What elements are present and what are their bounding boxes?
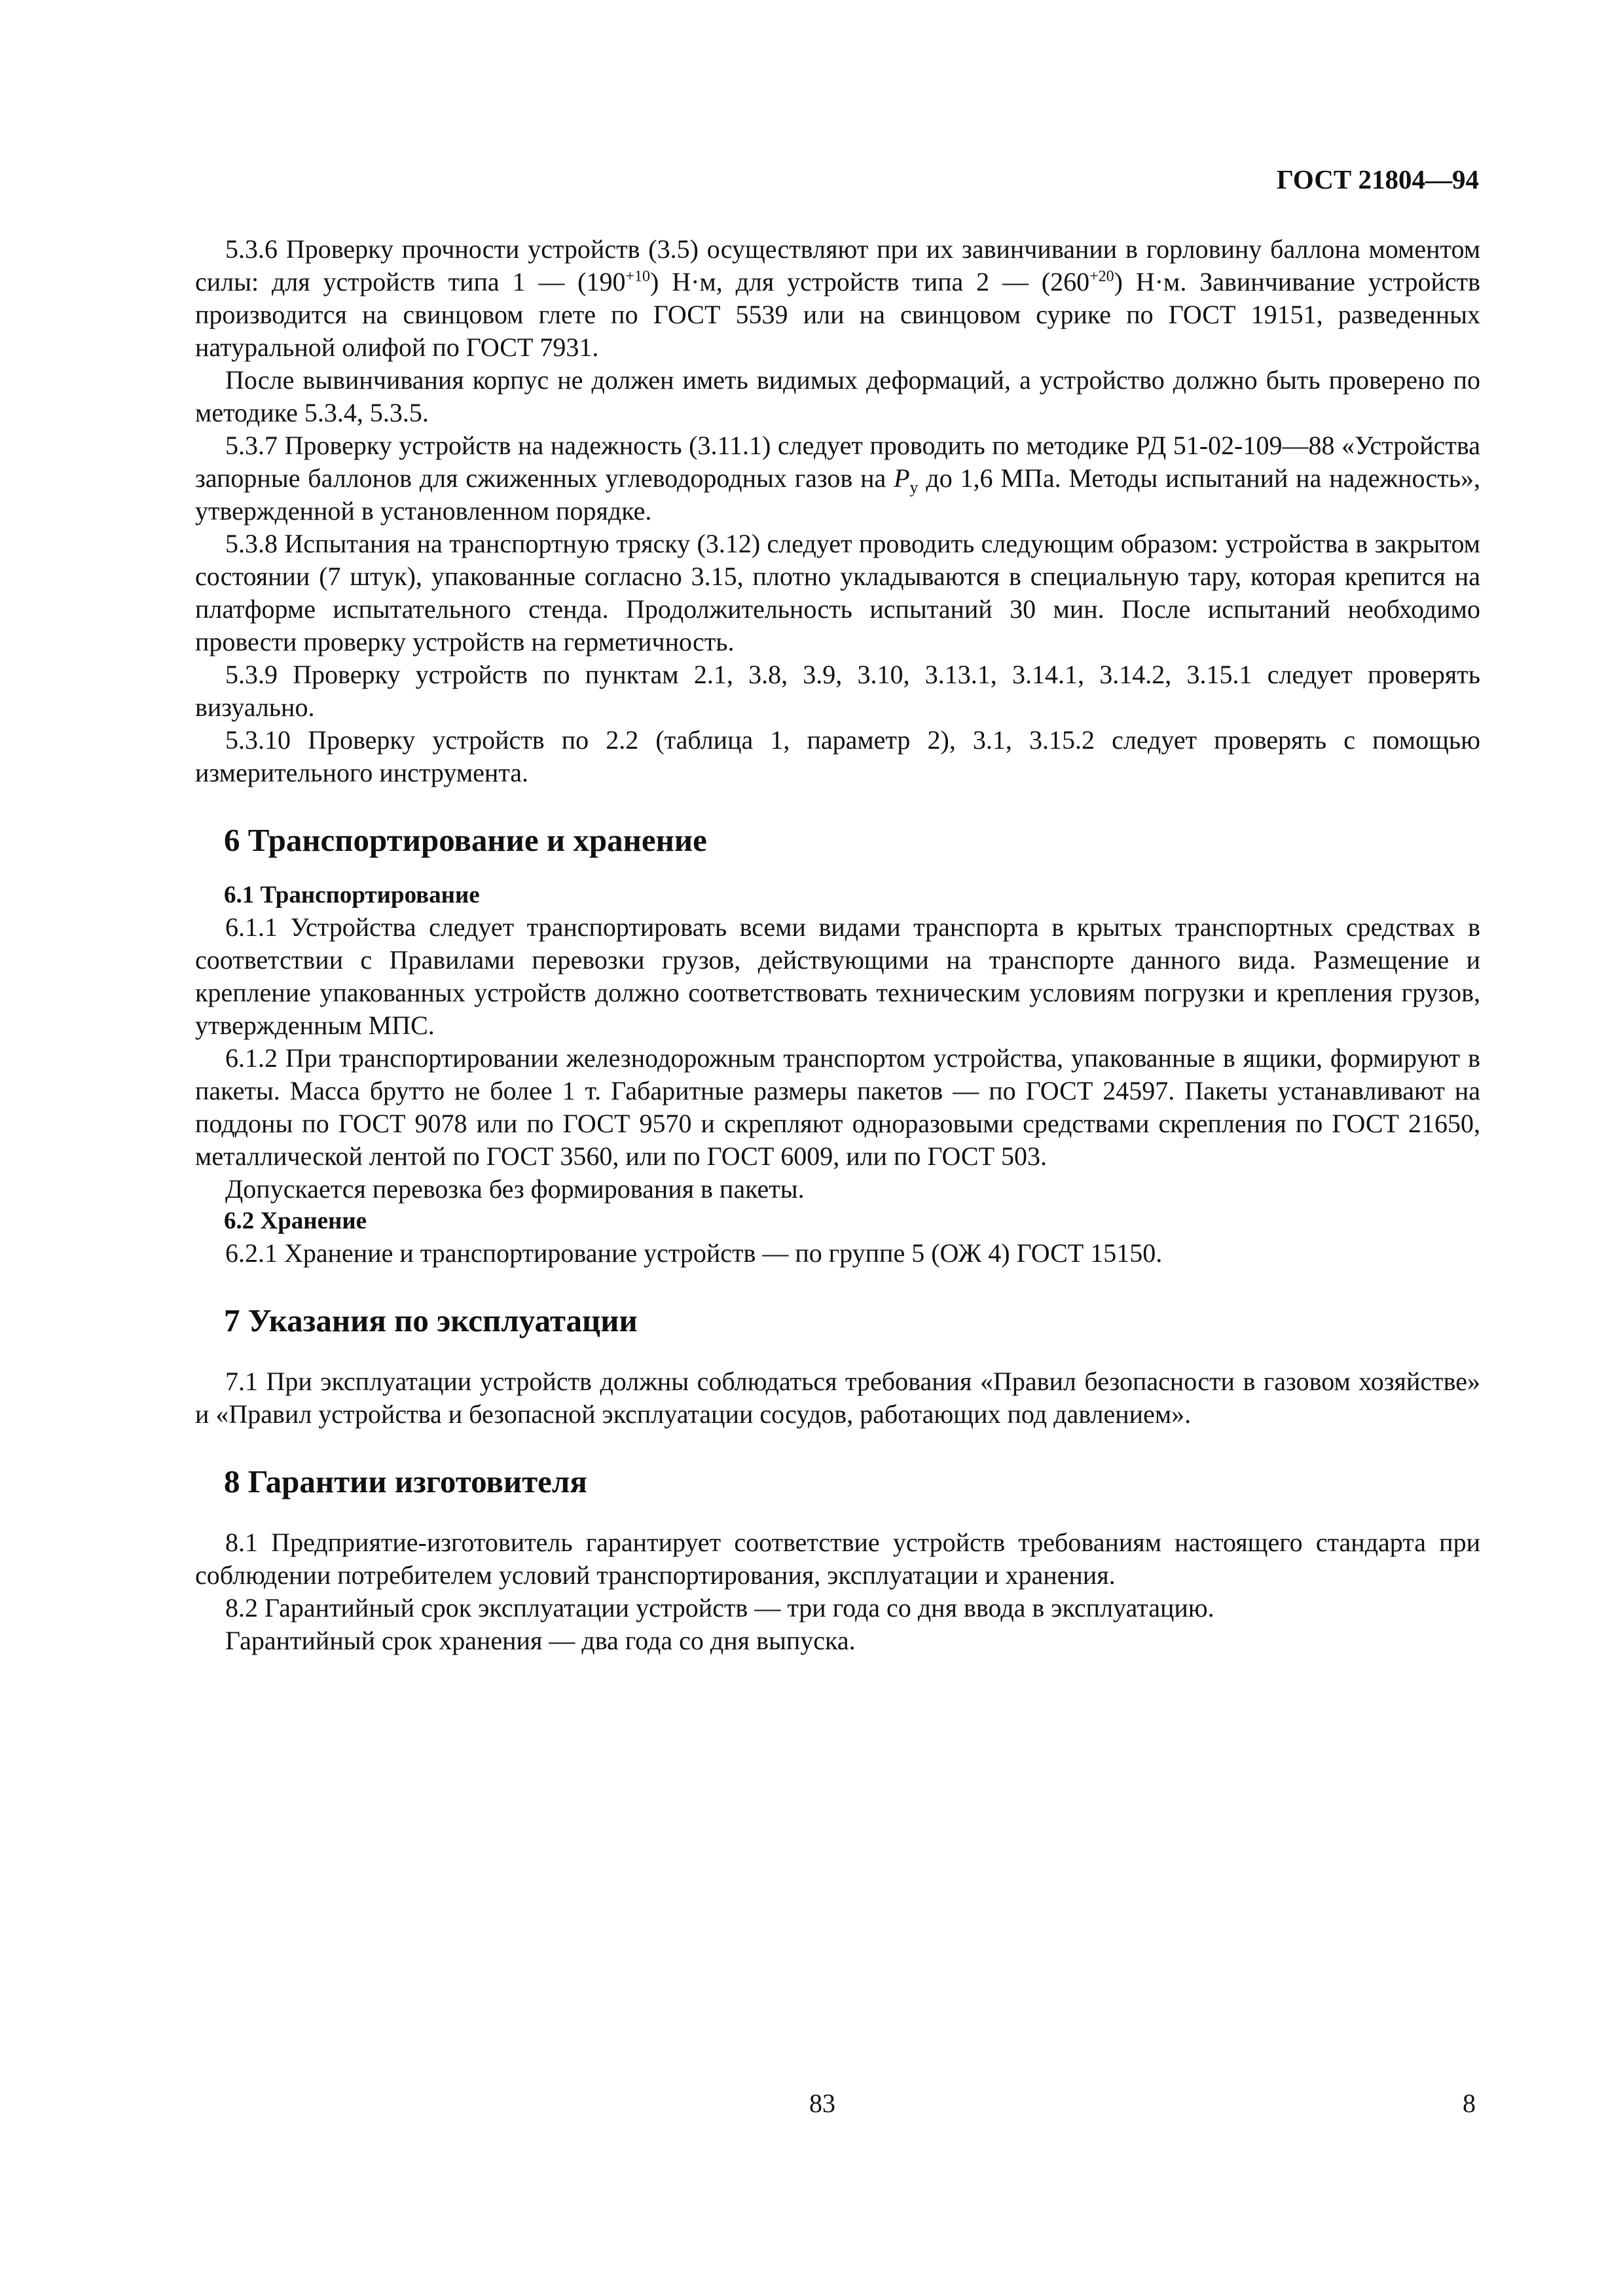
- paragraph-8-1: 8.1 Предприятие-изготовитель гарантирует соответствие устройств требованиям настоящего стандарта при соблюдении потребителем условий транспортирования, эксплуатации и хранения.: [195, 1528, 1480, 1590]
- paragraph-8-2: 8.2 Гарантийный срок эксплуатации устройств — три года со дня ввода в эксплуатацию.: [225, 1593, 1214, 1623]
- paragraph-after-unscrew: После вывинчивания корпус не должен иметь видимых деформаций, а устройство должно быть проверено по методике 5.3.4, 5.3.5.: [195, 365, 1480, 427]
- tolerance-superscript: +10: [625, 268, 651, 285]
- pressure-subscript: у: [909, 478, 919, 497]
- paragraph-7-1: 7.1 При эксплуатации устройств должны соблюдаться требования «Правил безопасности в газовом хозяйстве» и «Правил устройства и безопасной эксплуатации сосудов, работающих под давлением».: [195, 1367, 1480, 1429]
- paragraph-6-2-1: 6.2.1 Хранение и транспортирование устройств — по группе 5 (ОЖ 4) ГОСТ 15150.: [225, 1238, 1163, 1268]
- paragraph-5-3-7: 5.3.7 Проверку устройств на надежность (3.11.1) следует проводить по методике РД 51-02-109—88 «Устройства запорные баллонов для сжиженных углеводородных газов на $P_у$ до 1,6 МПа. Методы испытаний на надежность», утвержденной в установленном порядке.: [195, 431, 1480, 526]
- paragraph-6-1-2-note: Допускается перевозка без формирования в пакеты.: [225, 1174, 805, 1204]
- subsection-6-1-title: 6.1 Транспортирование: [224, 882, 480, 908]
- subsection-6-2-title: 6.2 Хранение: [224, 1208, 367, 1234]
- document-code: ГОСТ 21804—94: [1276, 164, 1479, 194]
- document-body: [195, 233, 1480, 1657]
- paragraph-8-2-storage: Гарантийный срок хранения — два года со дня выпуска.: [225, 1626, 856, 1655]
- paragraph-6-1-2: 6.1.2 При транспортировании железнодорожным транспортом устройства, упакованные в ящики, формируют в пакеты. Масса брутто не более 1 т. Габаритные размеры пакетов — по ГОСТ 24597. Пакеты устанавливают на поддоны по ГОСТ 9078 или по ГОСТ 9570 и скрепляют одноразовыми средствами скрепления по ГОСТ 21650, металлической лентой по ГОСТ 3560, или по ГОСТ 6009, или по ГОСТ 503.: [195, 1043, 1480, 1171]
- section-7-title: 7 Указания по эксплуатации: [224, 1302, 638, 1338]
- paragraph-5-3-6: 5.3.6 Проверку прочности устройств (3.5) осуществляют при их завинчивании в горловину баллона моментом силы: для устройств типа 1 — $(190^{+10})$ Н·м, для устройств типа 2 — $(260^{+20})$ Н·м. Завинчивание устройств производится на свинцовом глете по ГОСТ 5539 или на свинцовом сурике по ГОСТ 19151, разведенных натуральной олифой по ГОСТ 7931.: [195, 234, 1480, 362]
- paragraph-5-3-10: 5.3.10 Проверку устройств по 2.2 (таблица 1, параметр 2), 3.1, 3.15.2 следует проверять с помощью измерительного инструмента.: [195, 725, 1480, 787]
- pressure-variable: P: [894, 463, 910, 493]
- section-8-title: 8 Гарантии изготовителя: [224, 1463, 587, 1499]
- paragraph-5-3-8: 5.3.8 Испытания на транспортную тряску (3.12) следует проводить следующим образом: устройства в закрытом состоянии (7 штук), упакованные согласно 3.15, плотно укладываются в специальную тару, которая крепится на платформе испытательного стенда. Продолжительность испытаний 30 мин. После испытаний необходимо провести проверку устройств на герметичность.: [195, 529, 1480, 656]
- paragraph-5-3-9: 5.3.9 Проверку устройств по пунктам 2.1, 3.8, 3.9, 3.10, 3.13.1, 3.14.1, 3.14.2, 3.15.1 следует проверять визуально.: [195, 660, 1480, 722]
- paragraph-6-1-1: 6.1.1 Устройства следует транспортировать всеми видами транспорта в крытых транспортных средствах в соответствии с Правилами перевозки грузов, действующими на транспорте данного вида. Размещение и крепление упакованных устройств должно соответствовать техническим условиям погрузки и крепления грузов, утвержденным МПС.: [195, 912, 1480, 1040]
- tolerance-superscript: +20: [1089, 268, 1114, 285]
- sheet-number: 8: [1463, 2089, 1476, 2118]
- section-6-title: 6 Транспортирование и хранение: [224, 822, 707, 858]
- page-number: 83: [809, 2089, 835, 2118]
